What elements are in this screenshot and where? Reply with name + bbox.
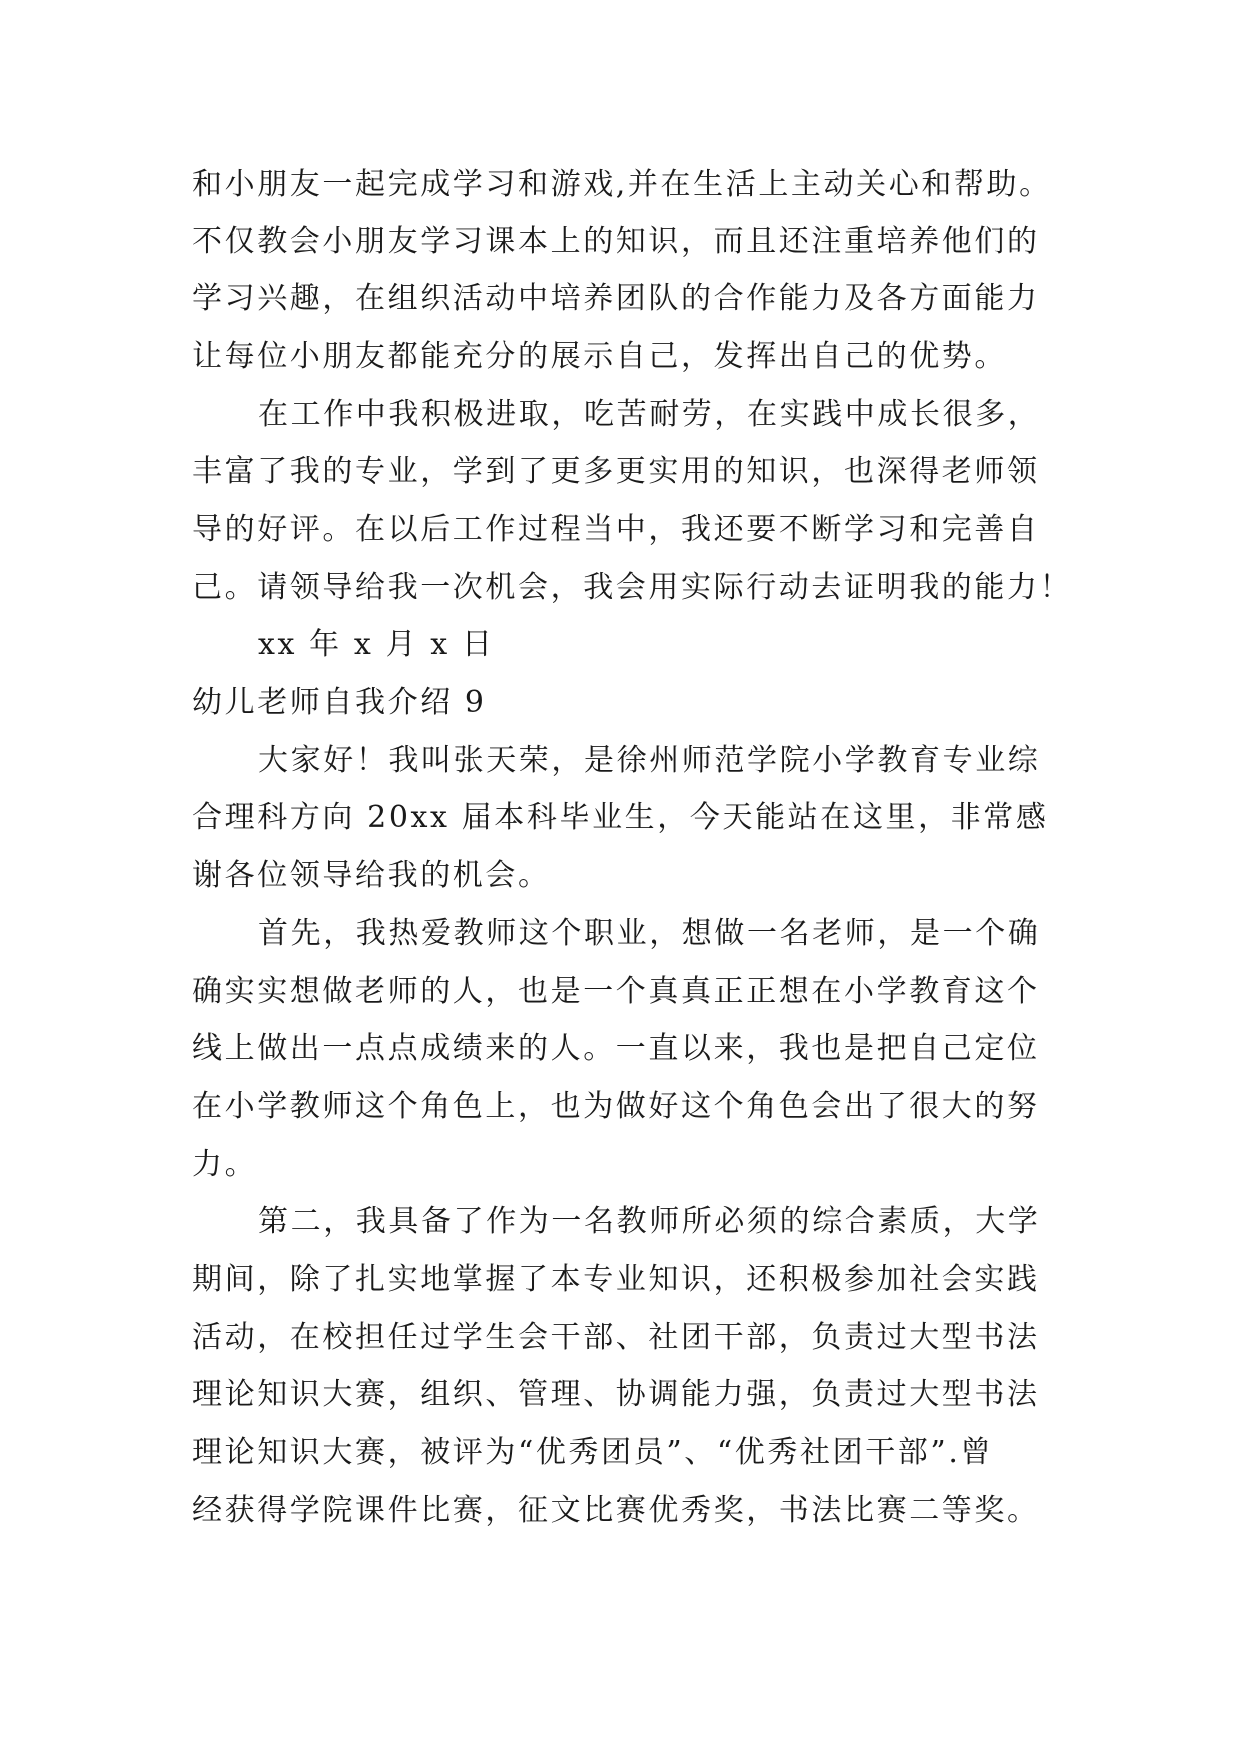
text-line: 首先，我热爱教师这个职业，想做一名老师，是一个确	[258, 916, 1041, 951]
section-title: 幼儿老师自我介绍 9	[192, 685, 487, 720]
text-line: 不仅教会小朋友学习课本上的知识，而且还注重培养他们的	[192, 224, 1040, 259]
text-line: 谢各位领导给我的机会。	[192, 858, 551, 893]
text-line: 在工作中我积极进取，吃苦耐劳，在实践中成长很多，	[258, 397, 1041, 432]
text-line: 确实实想做老师的人，也是一个真真正正想在小学教育这个	[192, 974, 1040, 1009]
text-line: 在小学教师这个角色上，也为做好这个角色会出了很大的努	[192, 1089, 1040, 1124]
text-line: 活动，在校担任过学生会干部、社团干部，负责过大型书法	[192, 1320, 1040, 1355]
text-line: 合理科方向 20xx 届本科毕业生，今天能站在这里，非常感	[192, 800, 1049, 835]
text-line: 学习兴趣，在组织活动中培养团队的合作能力及各方面能力	[192, 281, 1040, 316]
text-line: 己。请领导给我一次机会，我会用实际行动去证明我的能力！	[192, 570, 1073, 605]
text-line: 理论知识大赛，组织、管理、协调能力强，负责过大型书法	[192, 1377, 1040, 1412]
text-line: 让每位小朋友都能充分的展示自己，发挥出自己的优势。	[192, 339, 1007, 374]
text-line: 第二，我具备了作为一名教师所必须的综合素质，大学	[258, 1204, 1041, 1239]
text-line: 导的好评。在以后工作过程当中，我还要不断学习和完善自	[192, 512, 1040, 547]
text-line: 和小朋友一起完成学习和游戏,并在生活上主动关心和帮助。	[192, 167, 1052, 202]
text-line: 经获得学院课件比赛，征文比赛优秀奖，书法比赛二等奖。	[192, 1493, 1040, 1528]
text-line: 丰富了我的专业，学到了更多更实用的知识，也深得老师领	[192, 454, 1040, 489]
text-line: 力。	[192, 1147, 258, 1182]
text-line: 大家好！我叫张天荣，是徐州师范学院小学教育专业综	[258, 743, 1041, 778]
text-line: 期间，除了扎实地掌握了本专业知识，还积极参加社会实践	[192, 1262, 1040, 1297]
text-line: 线上做出一点点成绩来的人。一直以来，我也是把自己定位	[192, 1031, 1040, 1066]
date-line: xx 年 x 月 x 日	[258, 627, 495, 662]
text-line: 理论知识大赛，被评为“优秀团员”、“优秀社团干部”.曾	[192, 1435, 994, 1470]
